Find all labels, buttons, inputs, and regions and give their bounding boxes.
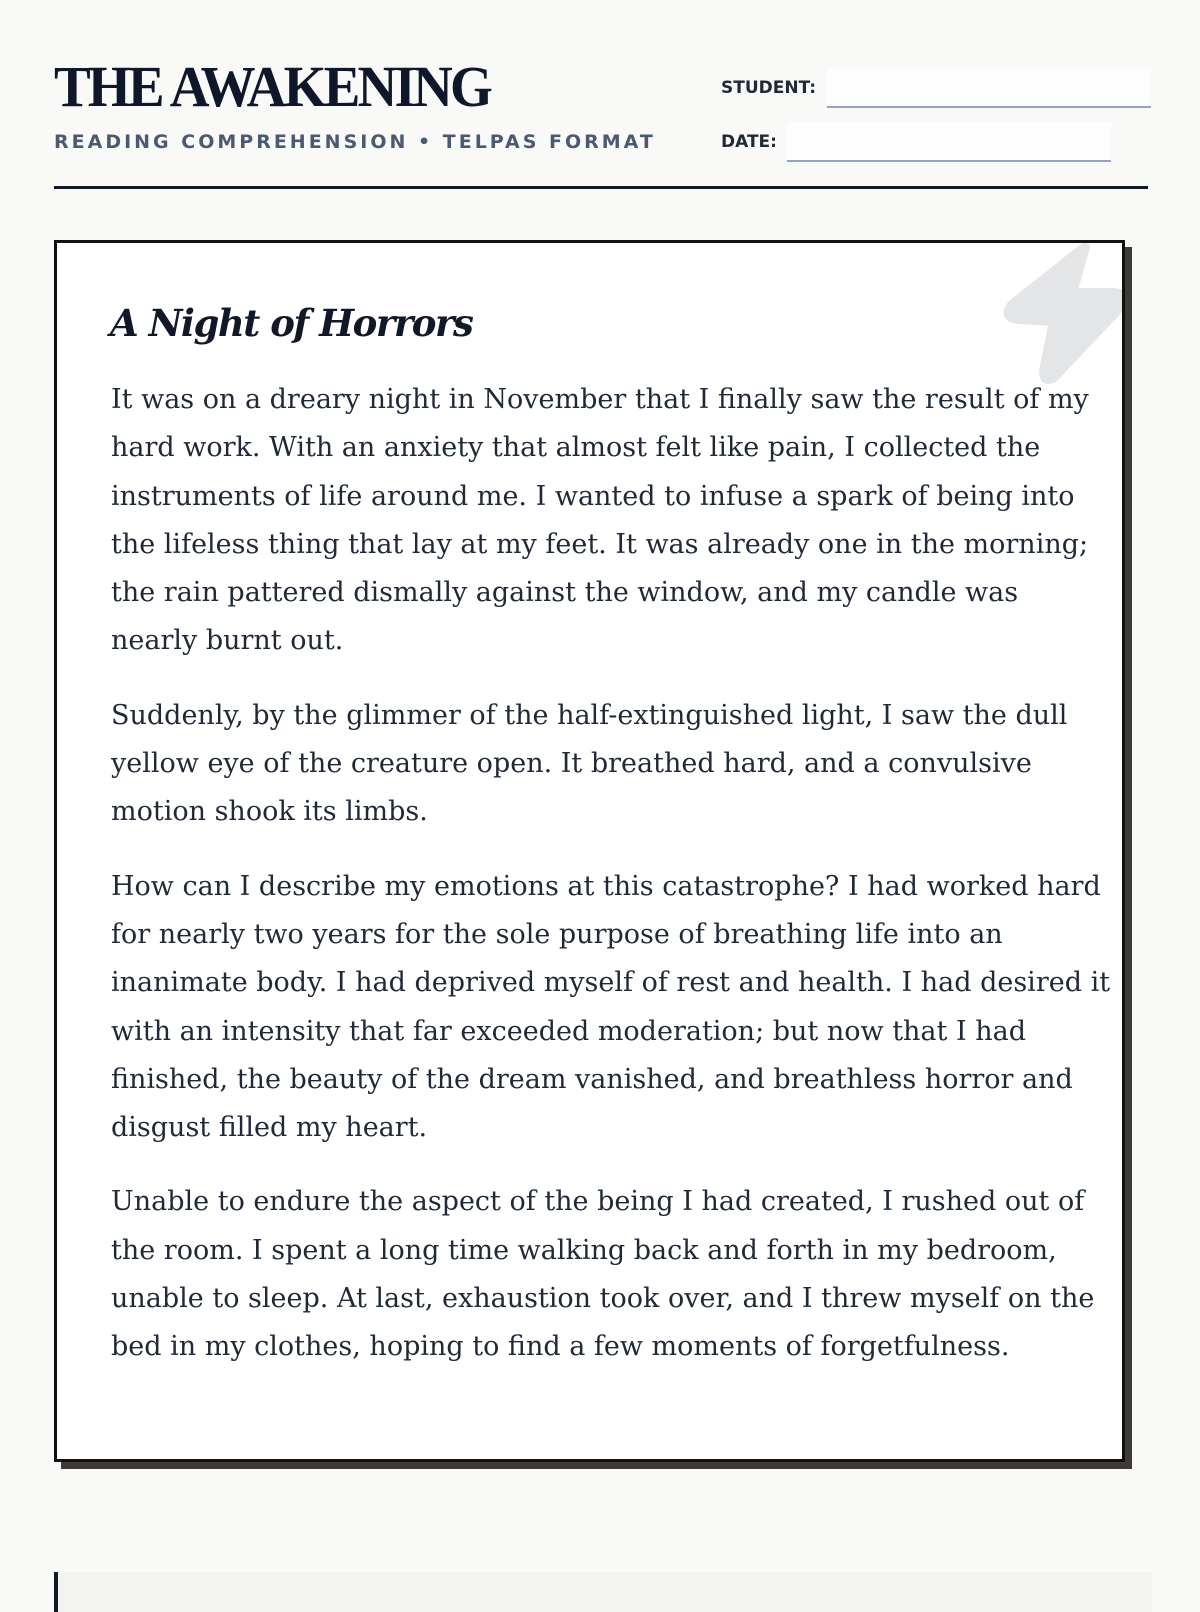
passage-paragraph: It was on a dreary night in November that I finally saw the result of my hard work. With an anxiety that almost felt like pain, I collected the instruments of life around me. I wanted to infuse a spark of being into the lifeless thing that lay at my feet. It was already one in the morning; the rain pattered dismally against the window, and my candle was nearly burnt out. bbox=[111, 384, 1089, 657]
lightning-bolt-icon bbox=[982, 243, 1122, 388]
passage-paragraph: Suddenly, by the glimmer of the half-extinguished light, I saw the dull yellow eye of the creature open. It breathed hard, and a convulsive motion shook its limbs. bbox=[111, 699, 1068, 828]
header-divider bbox=[54, 186, 1148, 189]
passage-card bbox=[54, 240, 1125, 1462]
student-label: STUDENT: bbox=[721, 78, 817, 98]
passage-paragraph: How can I describe my emotions at this catastrophe? I had worked hard for nearly two years for the sole purpose of breathing life into an inanimate body. I had deprived myself of rest and health. I had desired it with an intensity that far exceeded moderation; but now that I had finished, the beauty of the dream vanished, and breathless horror and disgust filled my heart. bbox=[111, 870, 1111, 1144]
worksheet-subtitle: READING COMPREHENSION • TELPAS FORMAT bbox=[54, 131, 656, 153]
passage-paragraph: Unable to endure the aspect of the being I had created, I rushed out of the room. I spent a long time walking back and forth in my bedroom, unable to sleep. At last, exhaustion took over, and I threw myself on the bed in my clothes, hoping to find a few moments of forgetfulness. bbox=[111, 1186, 1095, 1363]
date-label: DATE: bbox=[721, 132, 777, 152]
next-section-panel bbox=[54, 1572, 1152, 1612]
student-input[interactable] bbox=[827, 68, 1151, 108]
passage-title: A Night of Horrors bbox=[110, 301, 473, 345]
passage-body bbox=[111, 376, 1111, 1398]
worksheet-title: THE AWAKENING bbox=[54, 54, 491, 119]
date-input[interactable] bbox=[787, 122, 1111, 162]
